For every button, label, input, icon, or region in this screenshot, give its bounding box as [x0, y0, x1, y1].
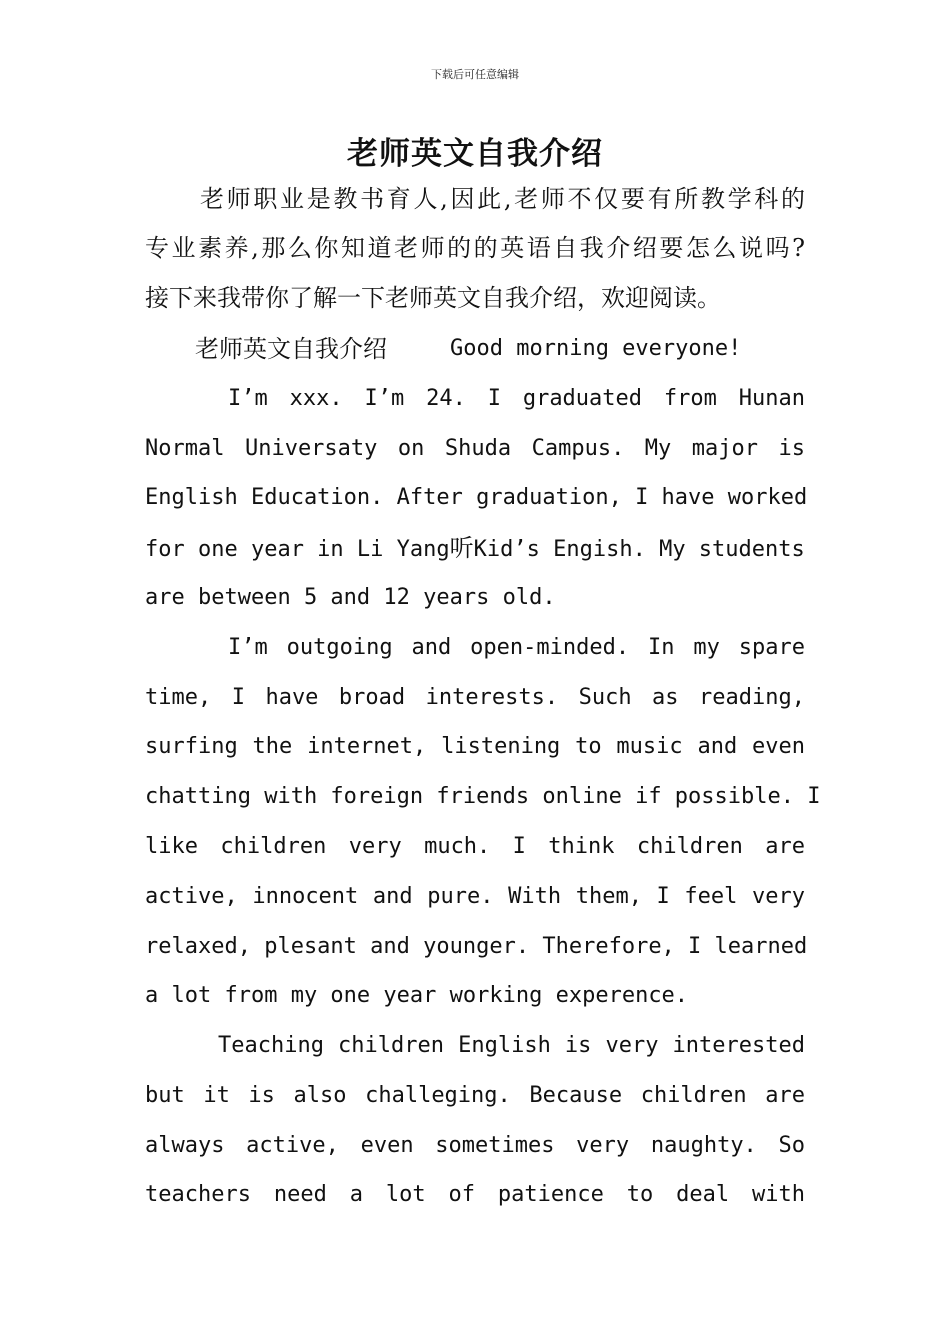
para2-line: relaxed, plesant and younger. Therefore, I learned: [145, 934, 808, 959]
para2-line: time, I have broad interests. Such as reading,: [145, 685, 805, 710]
para1-line4-pre: for one year in Li Yang: [145, 537, 450, 562]
para2-line: surfing the internet, listening to music and even: [145, 734, 805, 759]
para1-line4-cn: 听: [449, 534, 474, 562]
para1-line4-post: Kid’s Engish. My students: [473, 537, 805, 562]
intro-line: 专业素养,那么你知道老师的的英语自我介绍要怎么说吗?: [145, 234, 805, 262]
para2-line: chatting with foreign friends online if possible. I: [145, 784, 821, 809]
para1-line: I’m xxx. I’m 24. I graduated from Hunan: [228, 386, 805, 411]
para3-line: teachers need a lot of patience to deal with: [145, 1182, 805, 1207]
para1-line: Normal Universaty on Shuda Campus. My major is: [145, 436, 805, 461]
intro-line: 接下来我带你了解一下老师英文自我介绍，欢迎阅读。: [145, 284, 721, 312]
para3-line: Teaching children English is very interested: [218, 1033, 805, 1058]
section-heading: 老师英文自我介绍: [195, 335, 387, 363]
page-title: 老师英文自我介绍: [347, 136, 603, 172]
para2-line: a lot from my one year working experence.: [145, 983, 689, 1008]
para2-line: active, innocent and pure. With them, I feel very: [145, 884, 805, 909]
greeting: Good morning everyone!: [450, 336, 742, 361]
para2-line: like children very much. I think children are: [145, 834, 805, 859]
para3-line: but it is also challeging. Because children are: [145, 1083, 805, 1108]
intro-line: 老师职业是教书育人,因此,老师不仅要有所教学科的: [200, 185, 805, 213]
para1-line: [145, 533, 805, 563]
para1-line: English Education. After graduation, I have worked: [145, 485, 808, 510]
para3-line: always active, even sometimes very naughty. So: [145, 1133, 805, 1158]
para1-line: are between 5 and 12 years old.: [145, 585, 556, 610]
para2-line: I’m outgoing and open-minded. In my spare: [228, 635, 805, 660]
header-note: 下载后可任意编辑: [431, 68, 519, 81]
